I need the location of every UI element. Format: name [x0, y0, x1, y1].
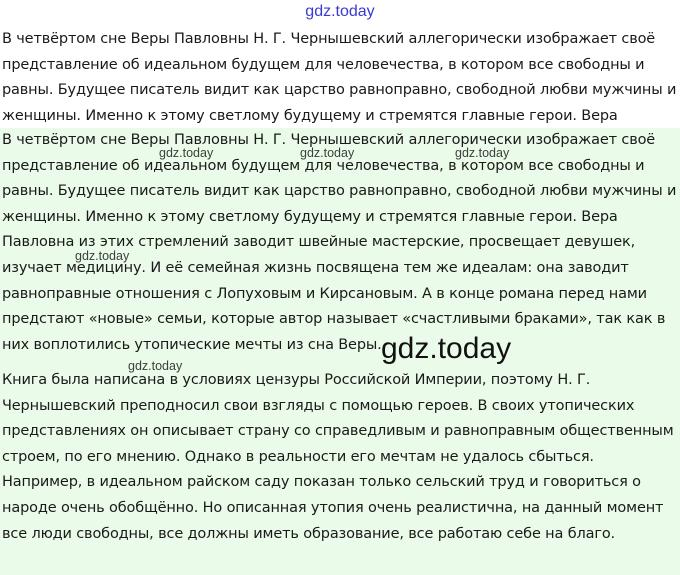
answer-paragraph-1: В четвёртом сне Веры Павловны Н. Г. Чернышевский аллегорически изображает своё представление об идеальном будущем для человечества, в котором все свободны и равны. Будущее писатель видит как царство равноправно, свободной любви мужчины и женщины. Именно к этому светлому будущему и стремятся главные герои. Вера Павловна из этих стремлений заводит швейные мастерские, просвещает девушек, изучает медицину. И её семейная жизнь посвящена тем же идеалам: она заводит равноправные отношения с Лопуховым и Кирсановым. А в конце романа перед нами предстают «новые» семьи, которые автор называет «счастливыми браками», так как в них воплотились утопические мечты из сна Веры. — [2, 132, 677, 353]
watermark-large: gdz.today — [381, 332, 512, 365]
watermark: gdz.today — [455, 146, 510, 160]
watermark: gdz.today — [300, 146, 355, 160]
watermark: gdz.today — [128, 359, 183, 373]
answer-paragraph-2: Книга была написана в условиях цензуры Российской Империи, поэтому Н. Г. Чернышевский преподносил свои взгляды с помощью героев. В своих утопических представлениях он описывает страну со справедливым и равноправным общественным строем, по его мнению. Однако в реальности его мечтам не удалось сбыться. Например, в идеальном райском саду показан только сельский труд и говориться о народе очень обобщённо. Но описанная утопия очень реалистична, на данный момент все люди свободны, все должны иметь образование, все работаю себе на благо. — [2, 372, 674, 542]
site-logo[interactable]: gdz.today — [305, 3, 375, 20]
task-paragraph: В четвёртом сне Веры Павловны Н. Г. Чернышевский аллегорически изображает своё представление об идеальном будущем для человечества, в котором все свободны и равны. Будущее писатель видит как царство равноправно, свободной любви мужчины и женщины. Именно к этому светлому будущему и стремятся главные герои. Вера — [2, 27, 678, 129]
watermark: gdz.today — [159, 146, 214, 160]
watermark: gdz.today — [75, 249, 130, 263]
